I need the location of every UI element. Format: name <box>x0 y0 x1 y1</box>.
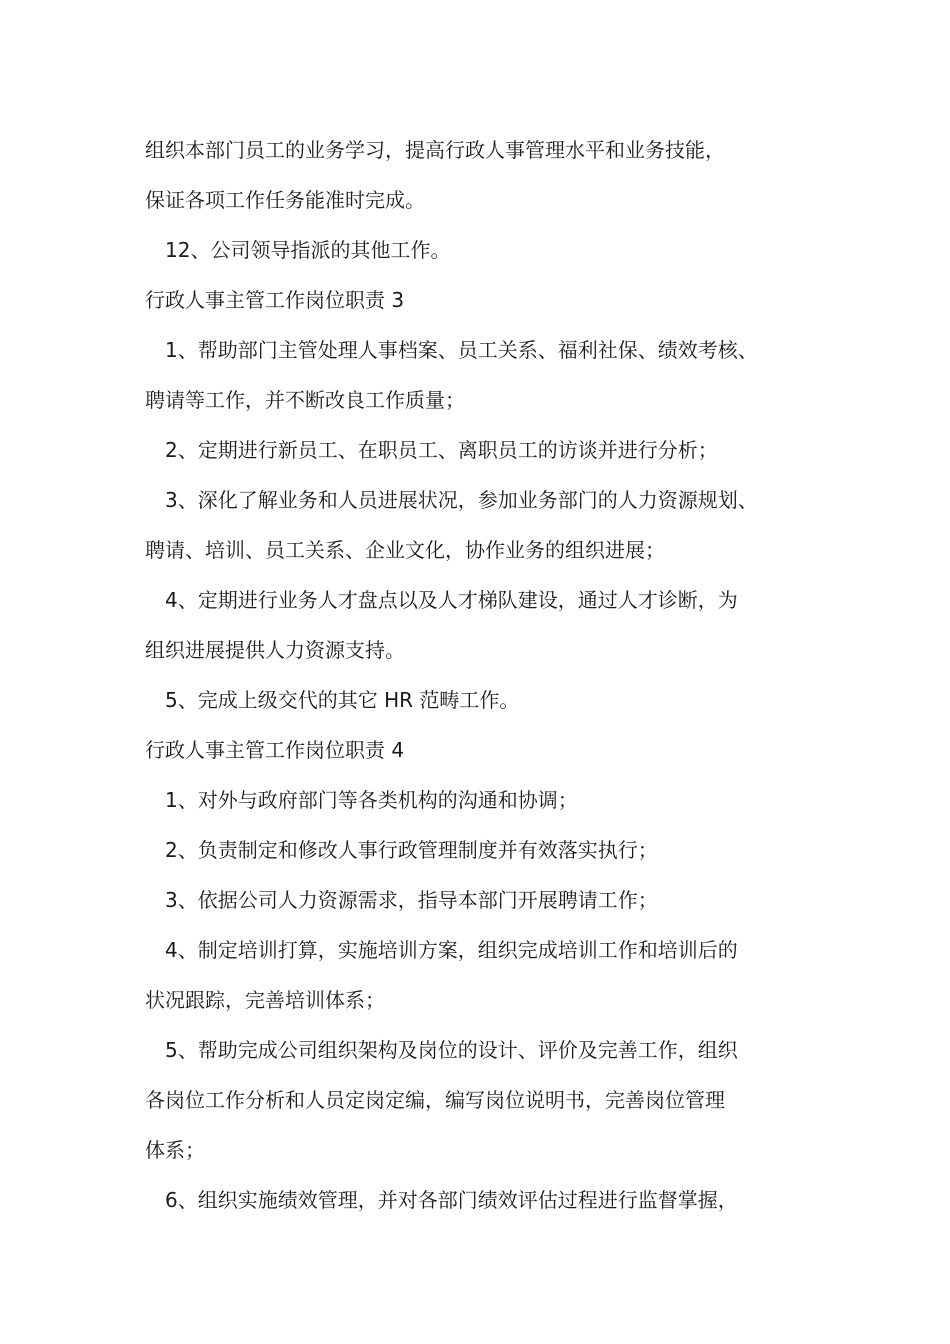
list-item-4: 4、定期进行业务人才盘点以及人才梯队建设，通过人才诊断，为 <box>165 588 738 612</box>
body-text-line: 聘请等工作，并不断改良工作质量； <box>145 388 465 412</box>
section-heading-3: 行政人事主管工作岗位职责 3 <box>145 288 405 312</box>
list-item-5: 5、帮助完成公司组织架构及岗位的设计、评价及完善工作，组织 <box>165 1038 738 1062</box>
body-text-line: 保证各项工作任务能准时完成。 <box>145 188 425 212</box>
list-item-4: 4、制定培训打算，实施培训方案，组织完成培训工作和培训后的 <box>165 938 738 962</box>
list-item-5: 5、完成上级交代的其它 HR 范畴工作。 <box>165 688 520 712</box>
body-text-line: 组织本部门员工的业务学习，提高行政人事管理水平和业务技能， <box>145 138 725 162</box>
body-text-line: 状况跟踪，完善培训体系； <box>145 988 385 1012</box>
list-item-1: 1、帮助部门主管处理人事档案、员工关系、福利社保、绩效考核、 <box>165 338 758 362</box>
list-item-2: 2、定期进行新员工、在职员工、离职员工的访谈并进行分析； <box>165 438 718 462</box>
list-item-12: 12、公司领导指派的其他工作。 <box>165 238 451 262</box>
list-item-6: 6、组织实施绩效管理，并对各部门绩效评估过程进行监督掌握， <box>165 1188 738 1212</box>
body-text-line: 组织进展提供人力资源支持。 <box>145 638 405 662</box>
list-item-1: 1、对外与政府部门等各类机构的沟通和协调； <box>165 788 578 812</box>
body-text-line: 体系； <box>145 1138 205 1162</box>
list-item-3: 3、深化了解业务和人员进展状况，参加业务部门的人力资源规划、 <box>165 488 758 512</box>
body-text-line: 聘请、培训、员工关系、企业文化，协作业务的组织进展； <box>145 538 665 562</box>
list-item-3: 3、依据公司人力资源需求，指导本部门开展聘请工作； <box>165 888 658 912</box>
body-text-line: 各岗位工作分析和人员定岗定编，编写岗位说明书，完善岗位管理 <box>145 1088 725 1112</box>
list-item-2: 2、负责制定和修改人事行政管理制度并有效落实执行； <box>165 838 658 862</box>
section-heading-4: 行政人事主管工作岗位职责 4 <box>145 738 405 762</box>
